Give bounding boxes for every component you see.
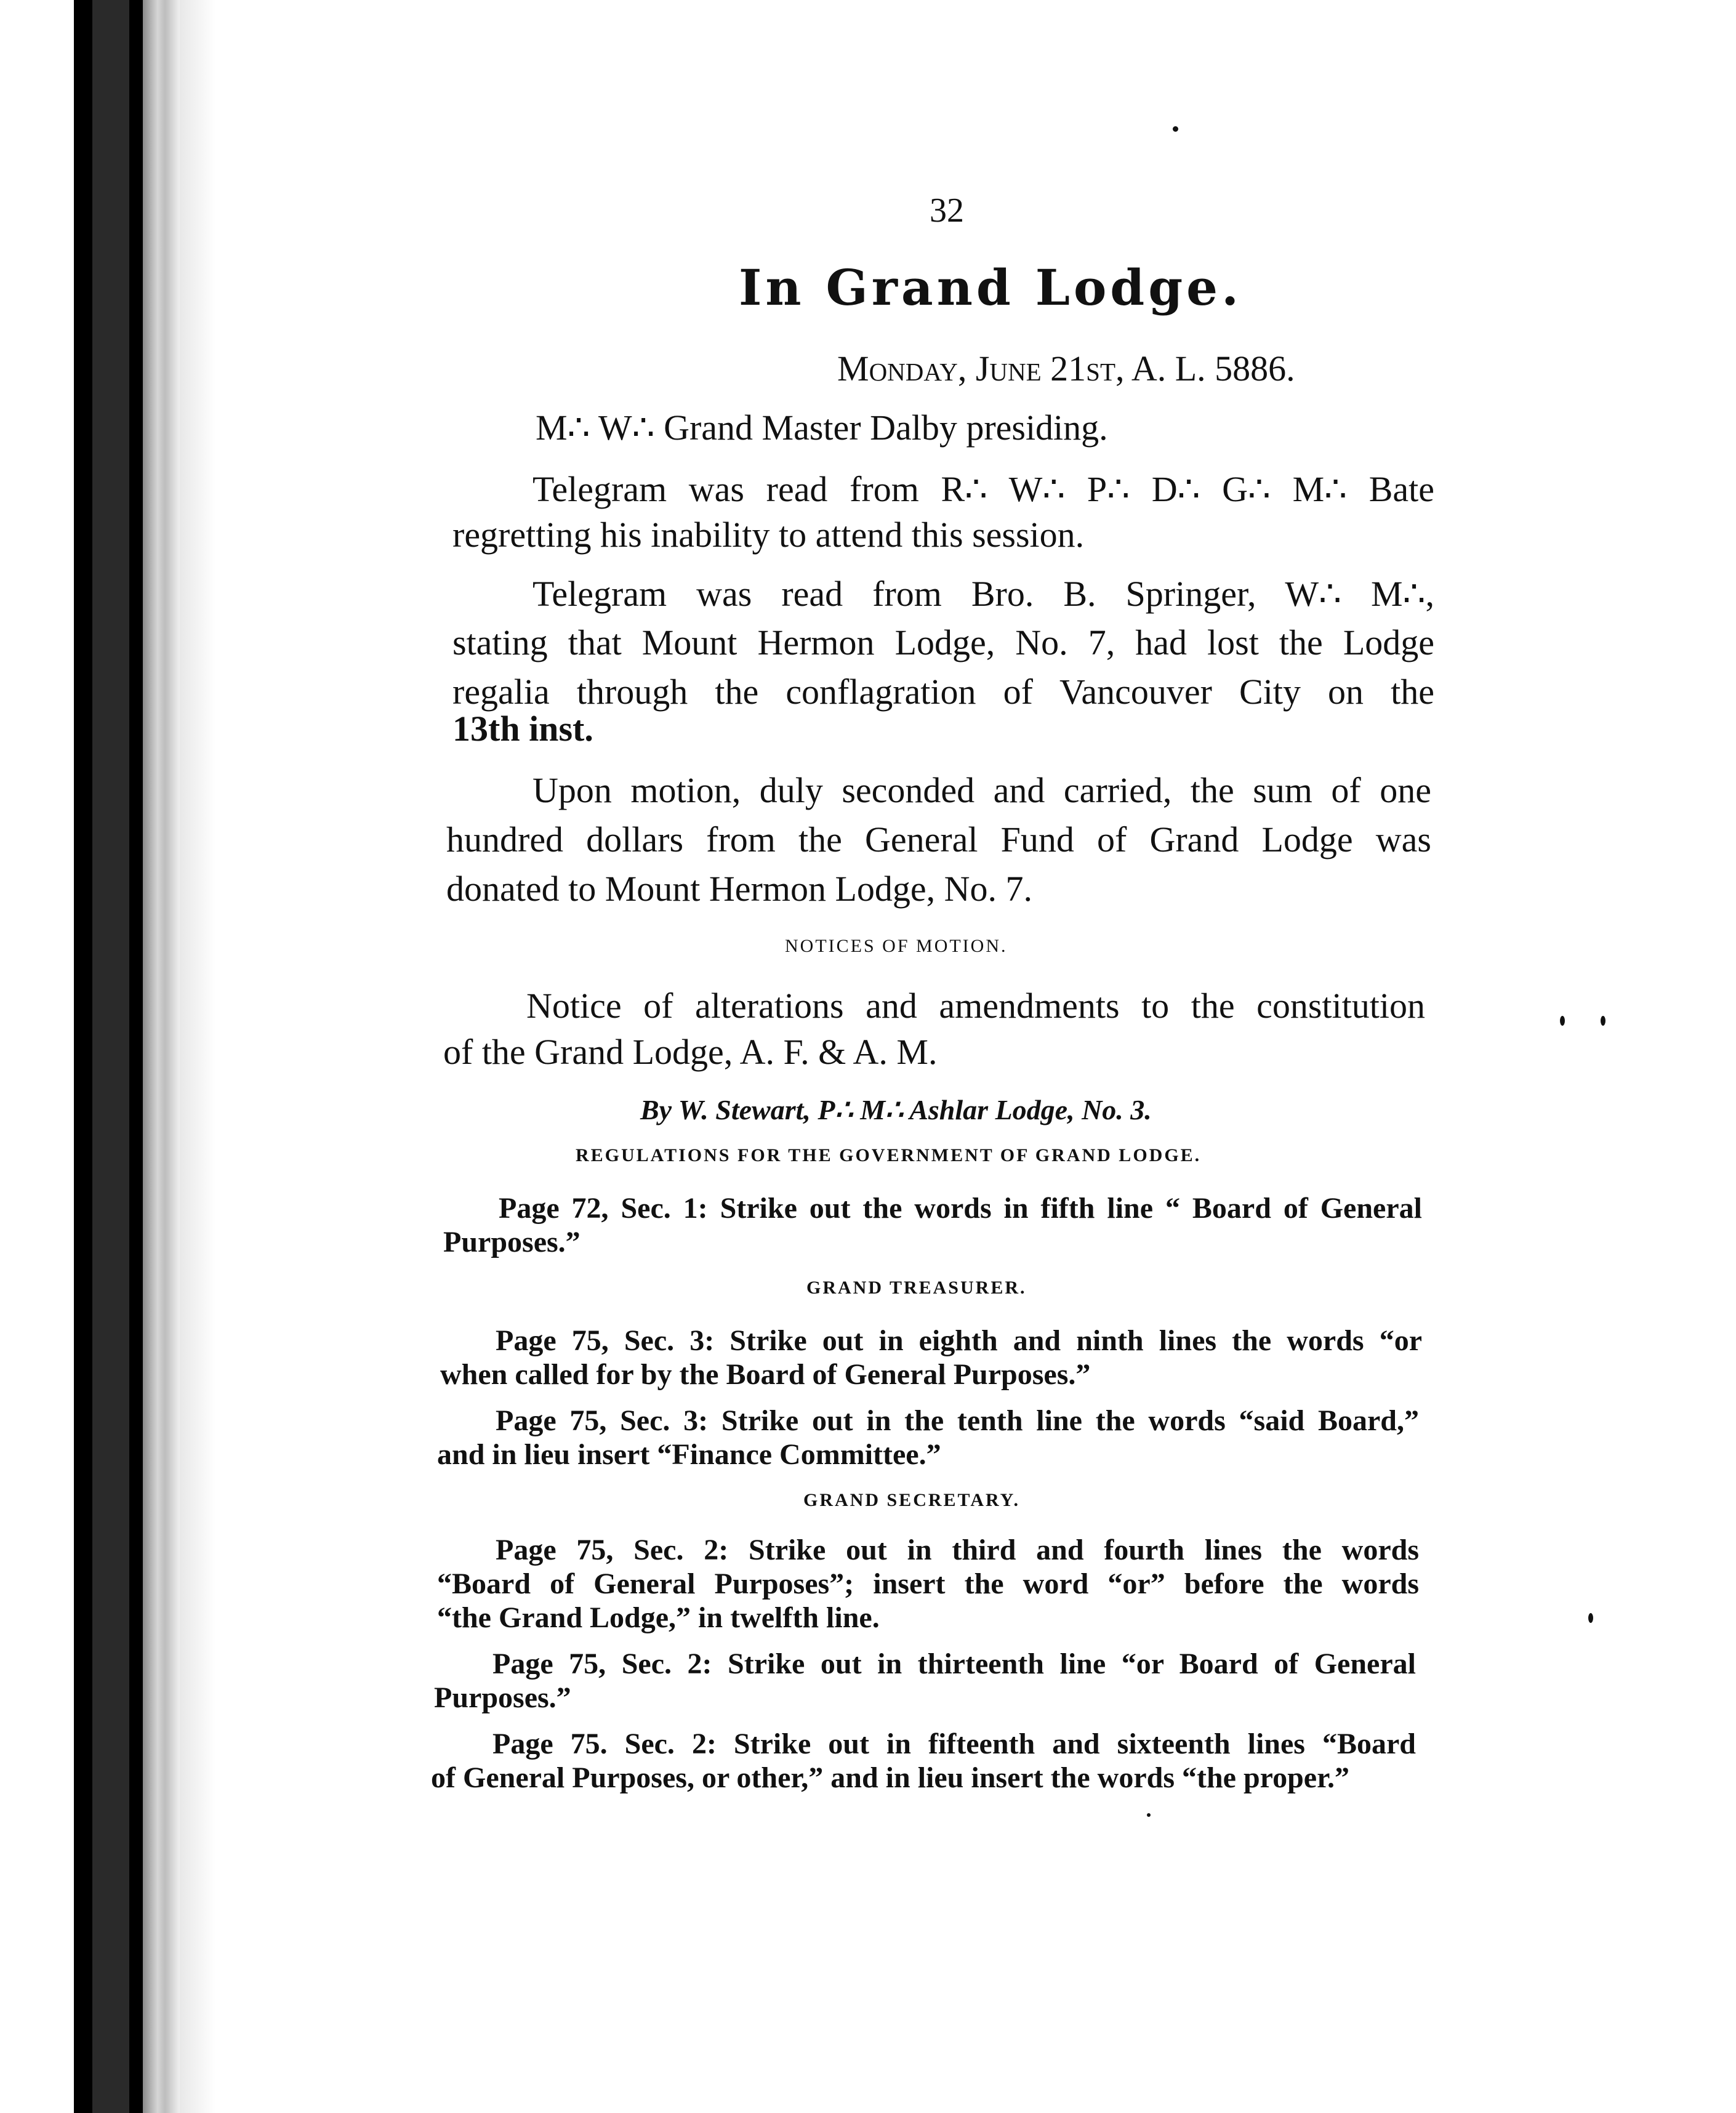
para3-line3: donated to Mount Hermon Lodge, No. 7.	[446, 869, 1033, 909]
para2-line1: Telegram was read from Bro. B. Springer, W∴ M∴,	[532, 574, 1434, 614]
scan-speck	[1588, 1613, 1593, 1623]
sec3-line1: Page 75. Sec. 2: Strike out in fifteenth and sixteenth lines “Board	[492, 1728, 1416, 1760]
secretary-heading: GRAND SECRETARY.	[803, 1490, 1020, 1510]
book-gutter	[0, 0, 215, 2113]
notice-line2: of the Grand Lodge, A. F. & A. M.	[443, 1032, 938, 1072]
notices-heading: NOTICES OF MOTION.	[785, 936, 1008, 956]
para1-line1: Telegram was read from R∴ W∴ P∴ D∴ G∴ M∴ Bate	[532, 469, 1434, 509]
page-title: In Grand Lodge.	[739, 259, 1242, 316]
sec3-line2: of General Purposes, or other,” and in lieu insert the words “the proper.”	[431, 1761, 1350, 1794]
para3-line1: Upon motion, duly seconded and carried, the sum of one	[532, 770, 1431, 810]
reg1-line1: Page 72, Sec. 1: Strike out the words in fifth line “ Board of General	[499, 1192, 1422, 1225]
tre2-line2: and in lieu insert “Finance Committee.”	[437, 1438, 941, 1471]
regulations-heading: REGULATIONS FOR THE GOVERNMENT OF GRAND LODGE.	[576, 1145, 1202, 1165]
sec2-line1: Page 75, Sec. 2: Strike out in thirteenth line “or Board of General	[492, 1648, 1416, 1680]
notice-line1: Notice of alterations and amendments to the constitution	[526, 986, 1425, 1026]
page-number: 32	[930, 191, 964, 230]
para1-line2: regretting his inability to attend this session.	[452, 515, 1085, 555]
scan-speck	[1560, 1016, 1565, 1026]
sec2-line2: Purposes.”	[434, 1681, 571, 1714]
para2-line2: stating that Mount Hermon Lodge, No. 7, had lost the Lodge	[452, 622, 1434, 662]
sec1-line2: “Board of General Purposes”; insert the word “or” before the words	[437, 1568, 1419, 1600]
para2-line3: regalia through the conflagration of Vancouver City on the	[452, 672, 1434, 712]
tre2-line1: Page 75, Sec. 3: Strike out in the tenth line the words “said Board,”	[496, 1404, 1419, 1437]
para3-line2: hundred dollars from the General Fund of Grand Lodge was	[446, 819, 1431, 859]
tre1-line1: Page 75, Sec. 3: Strike out in eighth and ninth lines the words “or	[496, 1324, 1422, 1357]
date-line: Monday, June 21st, A. L. 5886.	[837, 348, 1295, 388]
scan-speck	[1601, 1016, 1605, 1026]
sec1-line1: Page 75, Sec. 2: Strike out in third and fourth lines the words	[496, 1534, 1419, 1566]
presiding-line: M∴ W∴ Grand Master Dalby presiding.	[536, 408, 1108, 448]
scan-speck	[1147, 1813, 1151, 1817]
treasurer-heading: GRAND TREASURER.	[806, 1278, 1027, 1298]
scan-speck	[1173, 126, 1178, 132]
tre1-line2: when called for by the Board of General Purposes.”	[440, 1358, 1091, 1391]
para2-line4: 13th inst.	[452, 709, 593, 749]
byline: By W. Stewart, P∴ M∴ Ashlar Lodge, No. 3.	[640, 1094, 1152, 1125]
sec1-line3: “the Grand Lodge,” in twelfth line.	[437, 1601, 880, 1634]
reg1-line2: Purposes.”	[443, 1226, 581, 1258]
